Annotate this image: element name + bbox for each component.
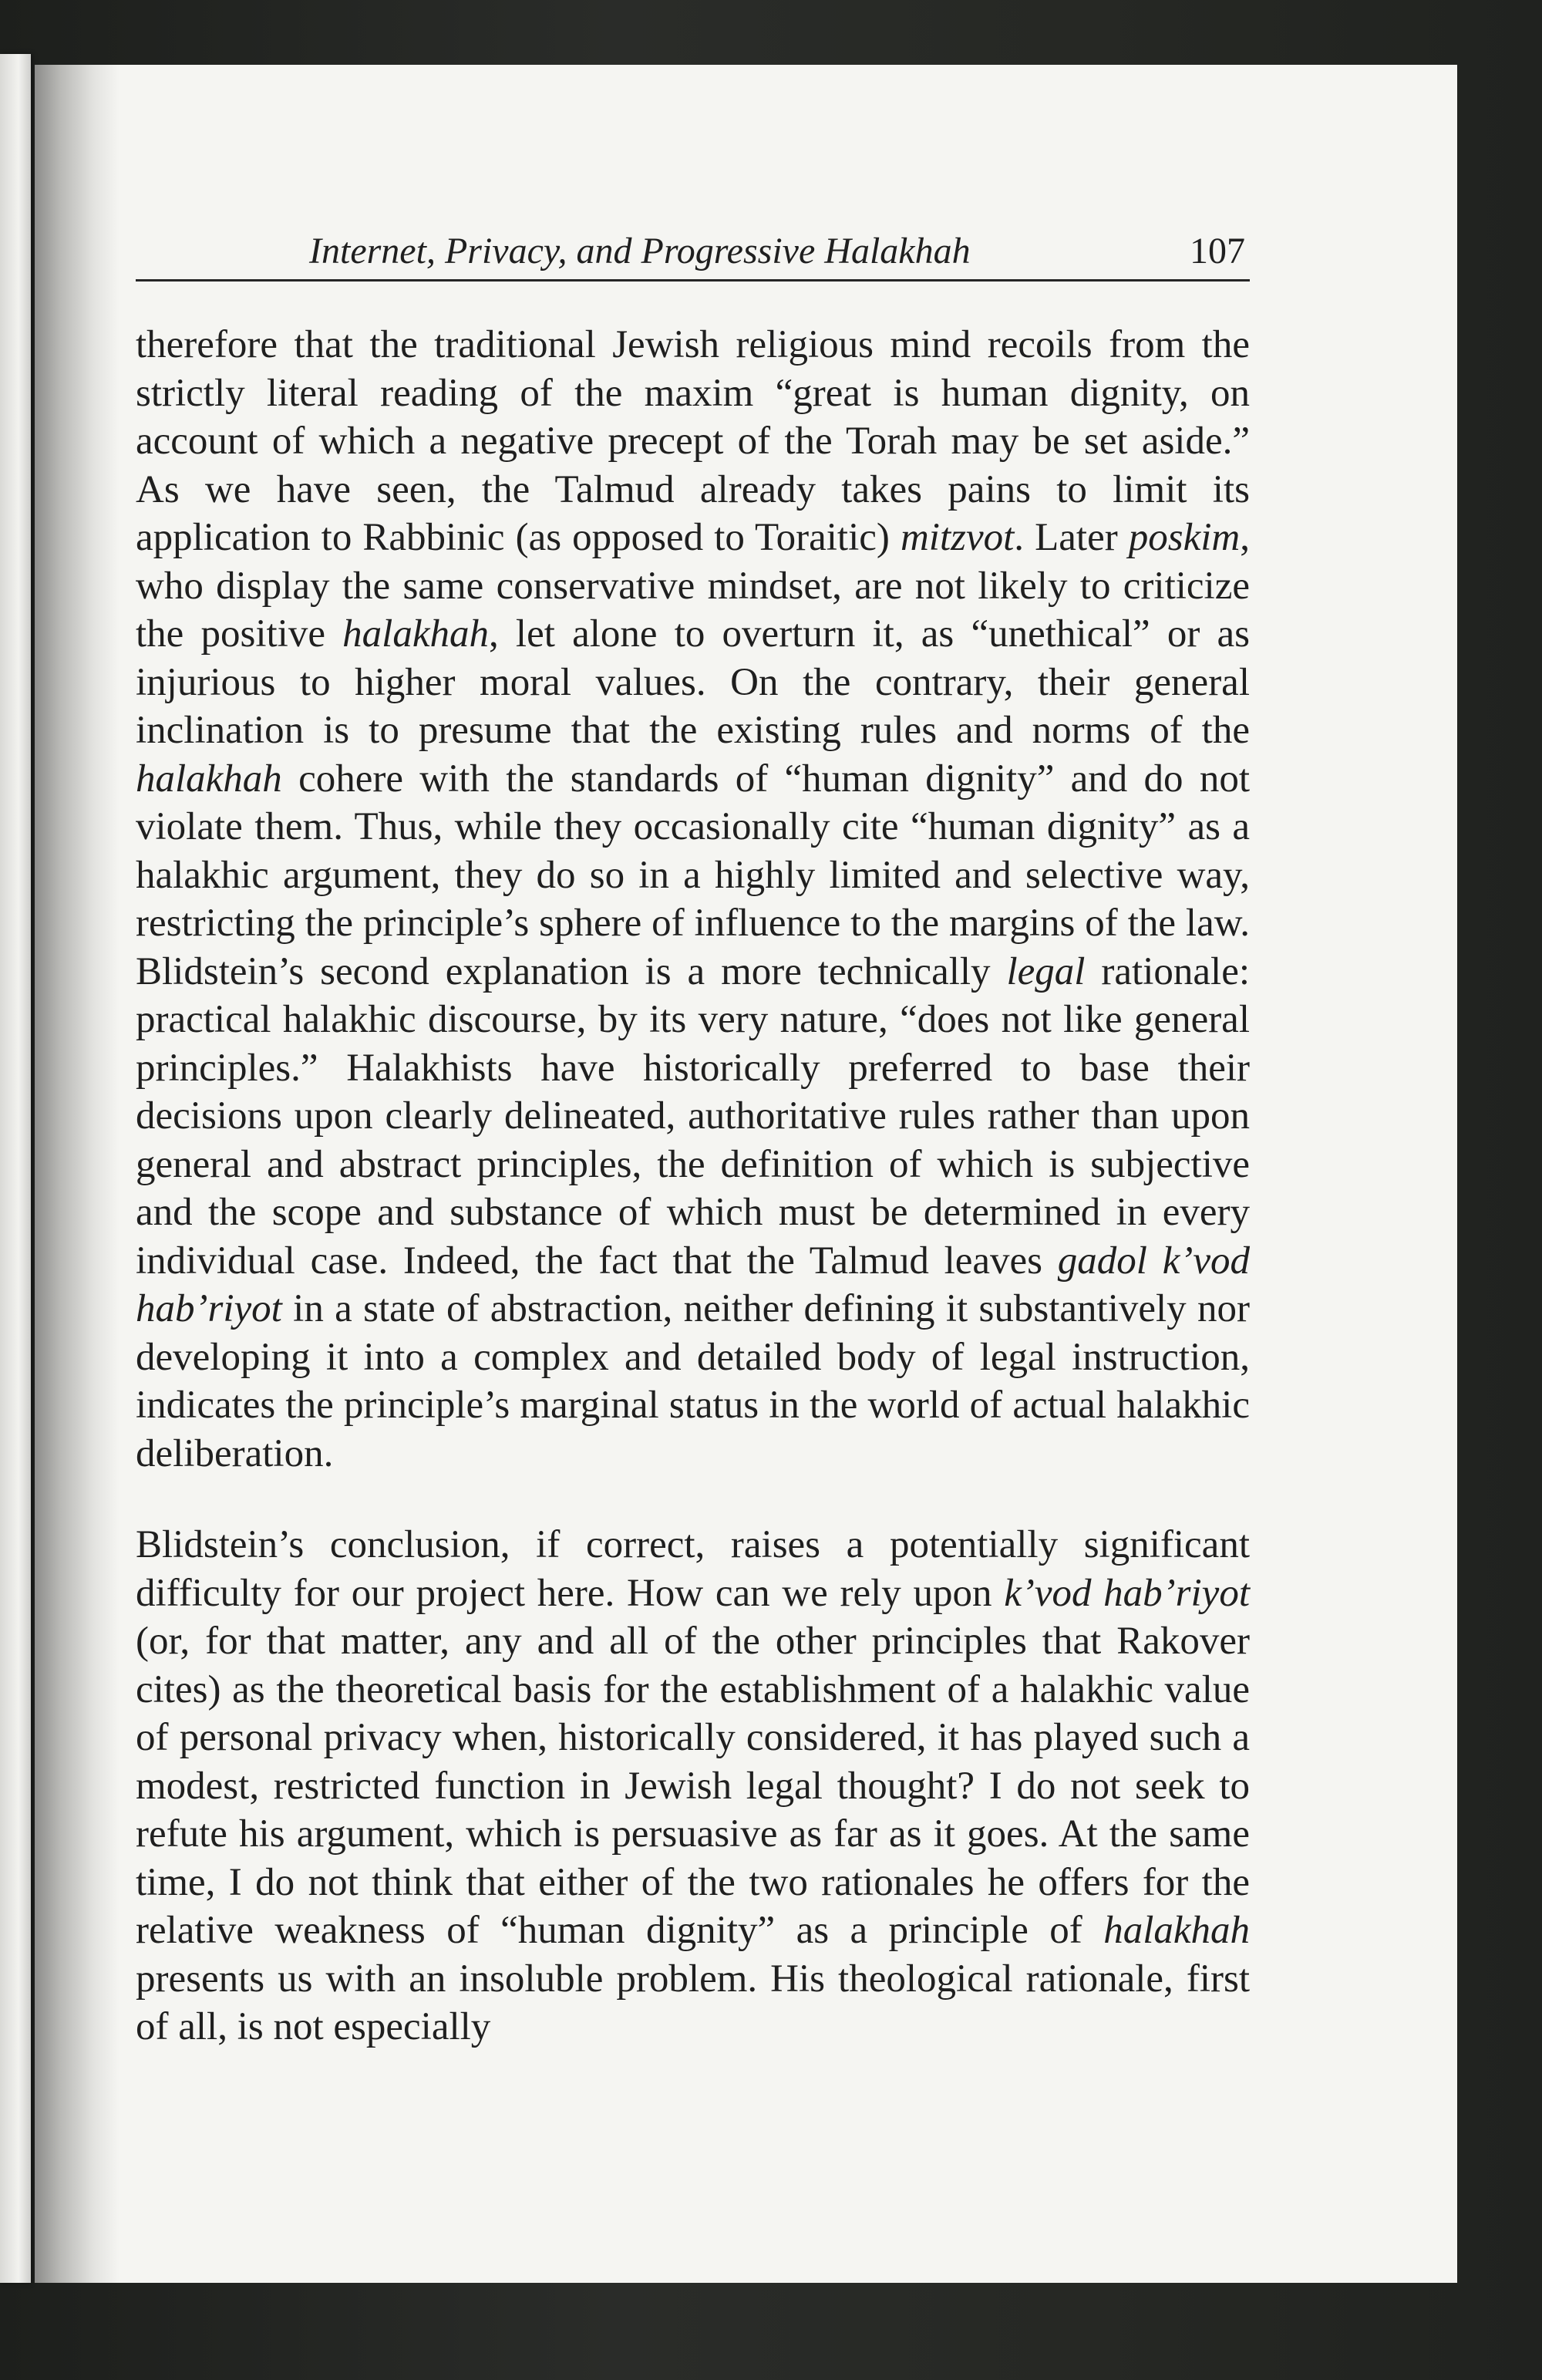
text-run: in a state of abstraction, neither defining it substantively nor developing it into a complex and detailed body of legal instruction, indicates the principle’s marginal status in the world of actual halakhic deliberation.: [136, 1287, 1250, 1475]
page-number: 107: [1190, 231, 1245, 271]
italic-run: halakhah: [1103, 1909, 1250, 1952]
body-text: [136, 321, 1250, 2051]
text-run: (or, for that matter, any and all of the other principles that Rakover cites) as the theoretical basis for the establishment of a halakhic value of personal privacy when, historically considered, it has played such a modest, restricted function in Jewish legal thought? I do not seek to refute his argument, which is persuasive as far as it goes. At the same time, I do not think that either of the two rationales he offers for the relative weakness of “human dignity” as a principle of: [136, 1620, 1250, 1952]
paragraph: [136, 1521, 1250, 2051]
text-run: . Later: [1014, 516, 1129, 559]
text-run: , who display the same conservative mindset, are not likely to criticize the positive: [136, 516, 1251, 656]
running-title: Internet, Privacy, and Progressive Halakhah: [309, 231, 971, 271]
italic-run: mitzvot: [900, 516, 1015, 559]
text-run: presents us with an insoluble problem. His theological rationale, first of all, is not especially: [136, 1957, 1250, 2048]
italic-run: k’vod hab’riyot: [1004, 1571, 1250, 1615]
italic-run: halakhah: [136, 757, 282, 801]
italic-run: poskim: [1128, 516, 1241, 559]
text-run: rationale: practical halakhic discourse, by its very nature, “does not like general principles.” Halakhists have historically preferred to base their decisions upon clearly delineated, authoritative rules rather than upon general and abstract principles, the definition of which is subjective and the scope and substance of which must be determined in every individual case. Indeed, the fact that the Talmud leaves: [136, 949, 1250, 1283]
italic-run: legal: [1006, 949, 1086, 993]
text-run: Blidstein’s conclusion, if correct, raises a potentially significant difficulty for our project here. How can we rely upon: [136, 1523, 1250, 1615]
text-run: therefore that the traditional Jewish religious mind recoils from the strictly literal reading of the maxim “great is human dignity, on account of which a negative precept of the Torah may be set aside.” As we have seen, the Talmud already takes pains to limit its application to Rabbinic (as opposed to Toraitic): [136, 323, 1250, 559]
text-run: , let alone to overturn it, as “unethical” or as injurious to higher moral values. On the contrary, their general inclination is to presume that the existing rules and norms of the: [136, 612, 1250, 752]
italic-run: halakhah: [342, 612, 489, 656]
facing-page-edge: [0, 54, 31, 2283]
page-gutter-shadow: [35, 65, 120, 2283]
italic-run: gadol k’vod hab’riyot: [136, 1239, 1250, 1330]
running-header: [136, 228, 1250, 281]
paragraph: [136, 321, 1250, 1478]
text-run: cohere with the standards of “human dignity” and do not violate them. Thus, while they occasionally cite “human dignity” as a halakhic argument, they do so in a highly limited and selective way, restricting the principle’s sphere of influence to the margins of the law. Blidstein’s second explanation is a more technically: [136, 757, 1250, 993]
